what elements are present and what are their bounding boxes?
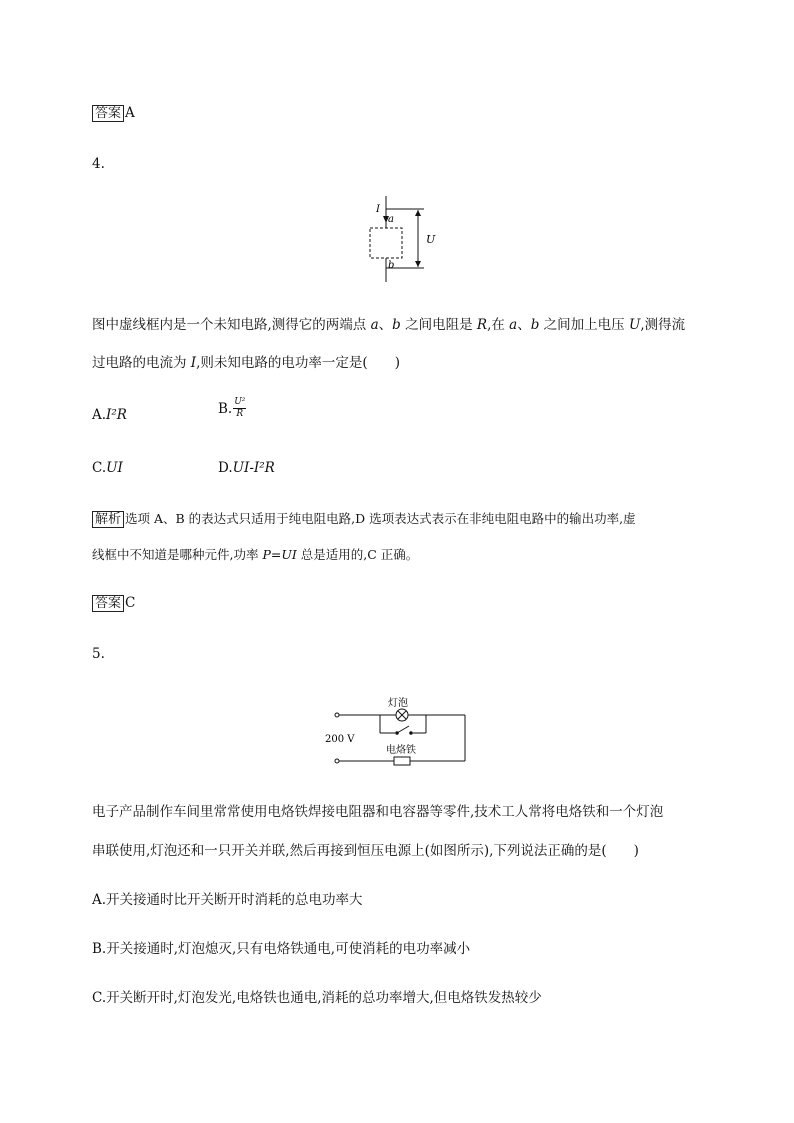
text: 、 [378, 317, 393, 333]
q3-answer-row [92, 105, 135, 122]
analysis-text: 选项 A、B 的表达式只适用于纯电阻电路,D 选项表达式表示在非纯电阻电路中的输出功率,虚 [125, 511, 636, 526]
numerator: U² [234, 397, 246, 407]
analysis-tag: 解析 [92, 511, 124, 528]
bulb-label: 灯泡 [388, 698, 408, 709]
voltage-arrow-down [415, 261, 421, 267]
var-b: b [392, 317, 401, 333]
var-u: U [628, 317, 641, 333]
switch-contact [409, 731, 413, 735]
question-number: 5. [92, 646, 105, 662]
var-a: a [370, 317, 379, 333]
answer-value: C [125, 595, 136, 611]
option-a: A.开关接通时比开关断开时消耗的总电功率大 [92, 892, 363, 908]
text: ,则未知电路的电功率一定是( ) [196, 355, 400, 371]
option-a [92, 407, 127, 423]
label-i: I [376, 204, 380, 215]
text: 过电路的电流为 [92, 355, 191, 371]
text: 图中虚线框内是一个未知电路,测得它的两端点 [92, 317, 371, 333]
voltage-label: 200 V [325, 734, 355, 745]
q4-analysis-line1 [92, 509, 636, 528]
q4-stem-line2 [92, 351, 400, 371]
text: 之间加上电压 [539, 317, 629, 333]
answer-tag: 答案 [92, 595, 124, 612]
text: 、 [517, 317, 531, 333]
unknown-circuit-figure [360, 196, 440, 286]
question-number: 4. [92, 156, 105, 172]
fraction [233, 397, 246, 420]
option-b [218, 397, 246, 420]
option-c: C.开关断开时,灯泡发光,电烙铁也通电,消耗的总功率增大,但电烙铁发热较少 [92, 990, 542, 1006]
option-prefix: A. [92, 407, 107, 423]
iron-label: 电烙铁 [386, 745, 416, 756]
text: 线框中不知道是哪种元件,功率 [92, 547, 263, 562]
option-text: UI-I²R [232, 460, 275, 476]
switch-icon [397, 726, 409, 733]
option-text: UI [106, 460, 123, 476]
var-r: R [476, 317, 488, 333]
soldering-circuit-figure [322, 693, 472, 771]
answer-value: A [125, 105, 135, 121]
dashed-box [370, 228, 402, 258]
option-prefix: B. [218, 400, 233, 417]
terminal-top [335, 713, 339, 717]
answer-tag: 答案 [92, 105, 124, 122]
terminal-bottom [335, 759, 339, 763]
denominator: R [236, 409, 244, 419]
label-b: b [388, 260, 395, 271]
option-text: I²R [106, 407, 127, 423]
text: 总是适用的,C 正确。 [296, 547, 419, 562]
q5-stem-line2: 串联使用,灯泡还和一只开关并联,然后再接到恒压电源上(如图所示),下列说法正确的是( ) [92, 843, 639, 859]
text: 之间电阻是 [400, 317, 477, 333]
option-prefix: D. [218, 460, 233, 476]
option-d [218, 460, 275, 476]
q4-analysis-line2 [92, 545, 418, 563]
voltage-arrow-up [415, 210, 421, 216]
option-b: B.开关接通时,灯泡熄灭,只有电烙铁通电,可使消耗的电功率减小 [92, 941, 471, 957]
label-a: a [388, 214, 394, 225]
soldering-iron-resistor [394, 757, 410, 765]
option-c [92, 460, 123, 476]
label-u: U [426, 233, 436, 246]
q5-stem-line1: 电子产品制作车间里常常使用电烙铁焊接电阻器和电容器等零件,技术工人常将电烙铁和一个灯泡 [92, 804, 664, 820]
formula: P=UI [262, 547, 297, 562]
text: ,在 [487, 317, 510, 333]
var-i: I [190, 355, 197, 371]
option-prefix: C. [92, 460, 107, 476]
q4-answer-row [92, 595, 135, 612]
text: ,测得流 [640, 317, 686, 333]
var-b: b [530, 317, 540, 333]
q4-stem-line1 [92, 313, 685, 333]
var-a: a [509, 317, 518, 333]
